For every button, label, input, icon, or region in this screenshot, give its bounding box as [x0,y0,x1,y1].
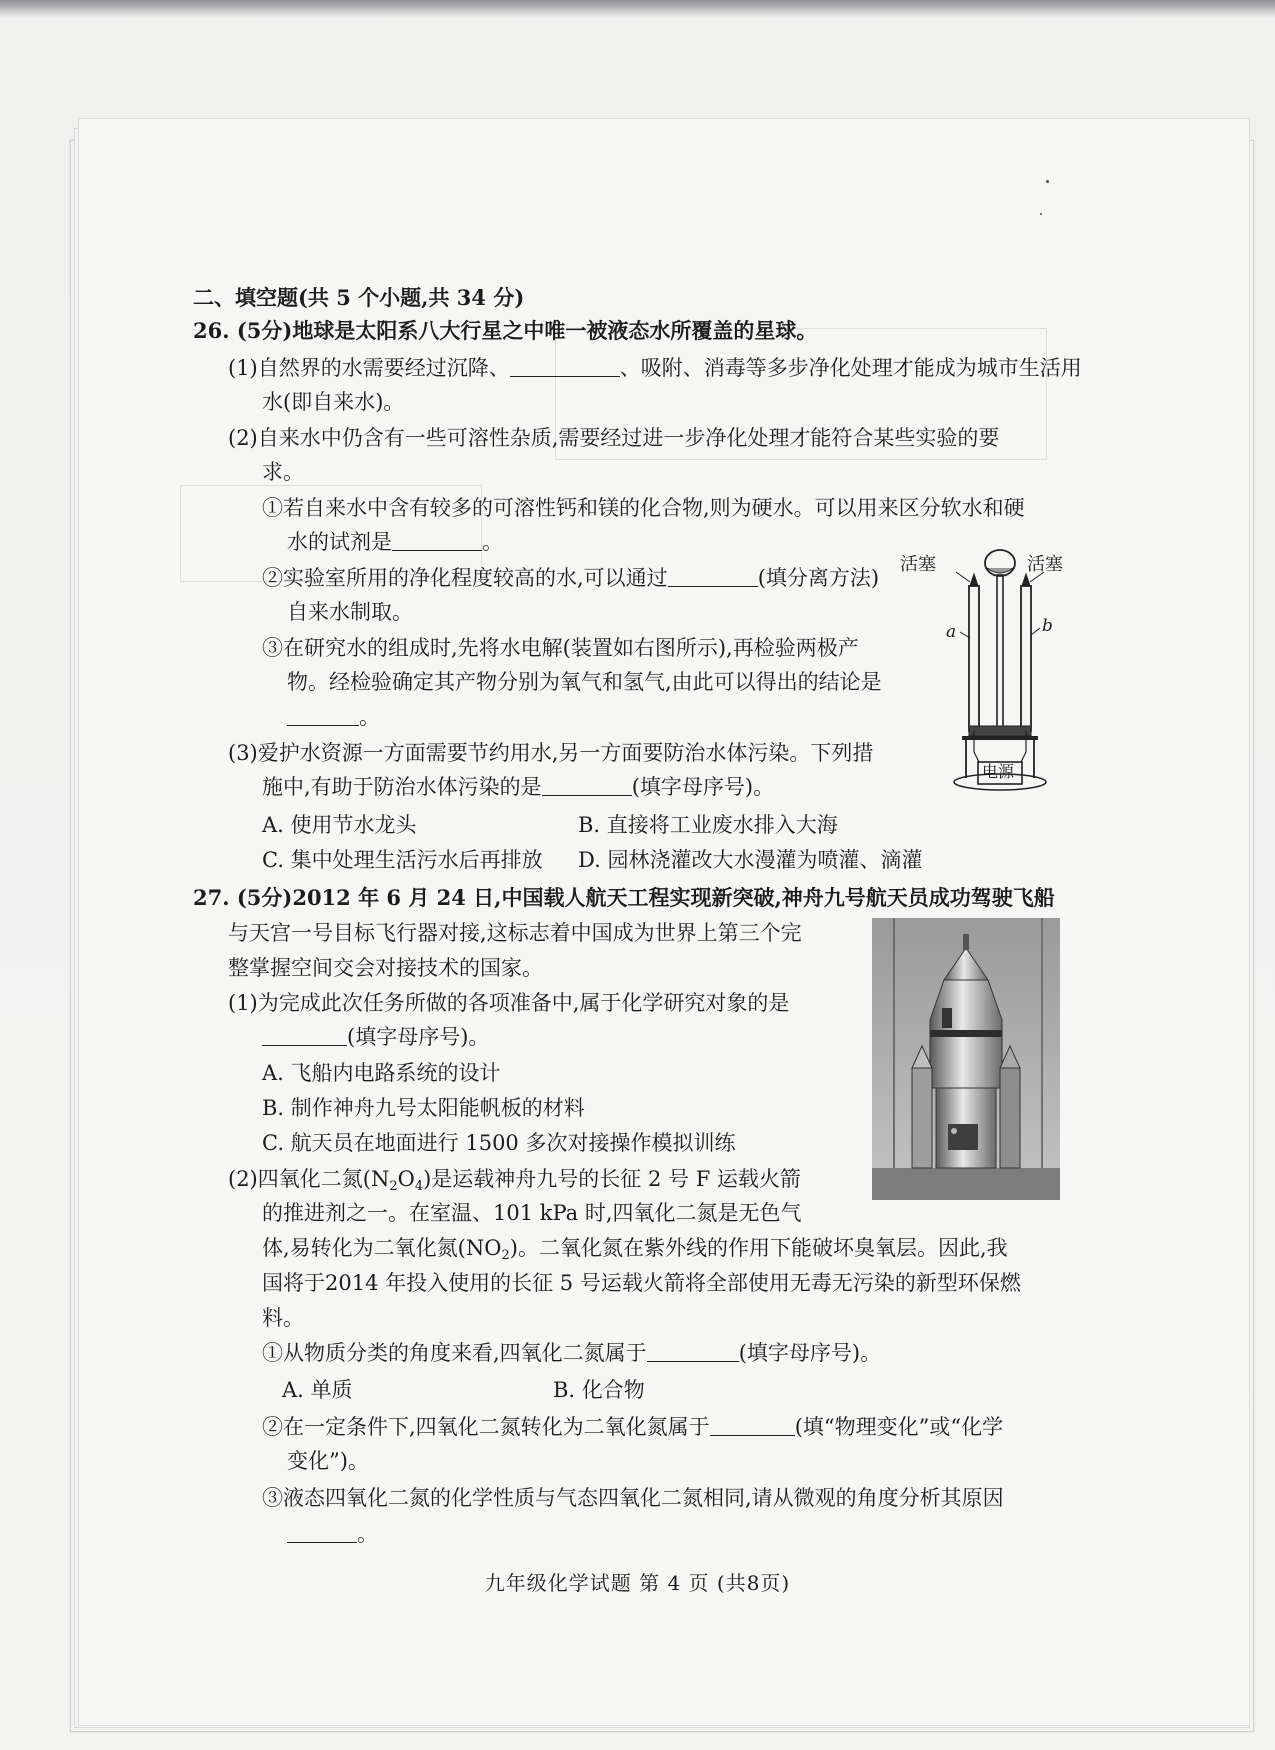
q27-sub2 [262,1414,1003,1440]
q27-sub1-option-a: A. 单质 [282,1378,353,1402]
q27-sub2-text-a: ②在一定条件下,四氧化二氮转化为二氧化氮属于 [262,1415,710,1439]
q27-sub3-answer [287,1521,378,1547]
q26-part1-answer-blank[interactable] [510,356,620,377]
q27-sub1 [262,1340,881,1366]
q26-part1-text-a: (1)自然界的水需要经过沉降、 [228,356,510,380]
q26-sub2-answer-blank[interactable] [668,566,758,587]
q27-part2-text-d: )。二氧化氮在紫外线的作用下能破坏臭氧层。因此,我 [509,1236,1008,1260]
q26-sub2 [262,565,879,591]
subscript: 2 [389,1179,398,1194]
q27-sub1-option-b: B. 化合物 [553,1378,645,1402]
q26-sub3: ③在研究水的组成时,先将水电解(装置如右图所示),再检验两极产 [262,636,859,660]
q26-part3-answer-blank[interactable] [542,775,632,796]
q27-part2-cont2 [262,1235,1008,1261]
q27-part1-text: (填字母序号)。 [347,1025,490,1049]
q26-sub1-cont [287,529,503,555]
q26-stem: 26. (5分)地球是太阳系八大行星之中唯一被液态水所覆盖的星球。 [193,318,818,343]
q26-option-b: B. 直接将工业废水排入大海 [578,813,838,837]
label-right-stopper: 活塞 [1027,554,1063,575]
subscript: 4 [414,1179,424,1194]
section-title: 二、填空题(共 5 个小题,共 34 分) [193,285,525,310]
q27-part1-answer-blank[interactable] [262,1025,347,1046]
q27-part2-text-c: 体,易转化为二氧化氮(NO [262,1236,502,1260]
q26-sub3-answer-blank[interactable] [287,705,359,726]
q27-part2-text-b: )是运载神舟九号的长征 2 号 F 运载火箭 [423,1167,801,1191]
q26-sub2-cont: 自来水制取。 [287,600,413,624]
q27-sub2-text-b: (填“物理变化”或“化学 [794,1415,1004,1439]
q26-sub2-text-a: ②实验室所用的净化程度较高的水,可以通过 [262,566,668,590]
q27-part2-cont4: 料。 [262,1306,304,1330]
q27-option-a: A. 飞船内电路系统的设计 [262,1061,501,1085]
q27-part1-cont [262,1024,489,1050]
q26-part3-cont [262,774,774,800]
q27-stem: 27. (5分)2012 年 6 月 24 日,中国载人航天工程实现新突破,神舟九号航天员成功驾驶飞船 [193,885,1055,910]
q27-option-b: B. 制作神舟九号太阳能帆板的材料 [262,1096,585,1120]
subscript: 2 [501,1248,510,1263]
q27-part2-o: O [397,1167,415,1191]
q26-option-a: A. 使用节水龙头 [262,813,417,837]
q26-part3-text-b: (填字母序号)。 [631,775,775,799]
label-power-source: 电源 [982,762,1015,781]
label-tube-a: a [946,622,957,642]
q26-option-d: D. 园林浇灌改大水漫灌为喷灌、滴灌 [578,848,923,872]
q27-sub2-answer-blank[interactable] [710,1415,795,1436]
label-left-stopper: 活塞 [900,554,936,575]
q27-sub1-answer-blank[interactable] [647,1341,739,1362]
q27-sub1-text-a: ①从物质分类的角度来看,四氧化二氮属于 [262,1341,647,1365]
q26-part3-text-a: 施中,有助于防治水体污染的是 [262,775,542,799]
q26-option-c: C. 集中处理生活污水后再排放 [262,848,543,872]
q26-sub3-answer [287,704,380,730]
label-tube-b: b [1042,616,1053,636]
q27-sub3: ③液态四氧化二氮的化学性质与气态四氧化二氮相同,请从微观的角度分析其原因 [262,1486,1004,1510]
q26-part2-cont: 求。 [262,460,304,484]
q26-sub3-end: 。 [359,705,380,729]
q27-option-c: C. 航天员在地面进行 1500 多次对接操作模拟训练 [262,1131,736,1155]
q26-part1-text-b: 、吸附、消毒等多步净化处理才能成为城市生活用 [619,356,1082,380]
q26-sub1-end: 。 [482,530,503,554]
q27-part1: (1)为完成此次任务所做的各项准备中,属于化学研究对象的是 [228,991,790,1015]
q27-part2 [228,1166,801,1192]
q27-stem-cont1: 与天宫一号目标飞行器对接,这标志着中国成为世界上第三个完 [228,921,802,945]
rocket-photo-drawing [872,918,1060,1200]
q26-part3: (3)爱护水资源一方面需要节约用水,另一方面要防治水体污染。下列措 [228,741,874,765]
q26-sub1-answer-blank[interactable] [392,530,482,551]
q27-stem-cont2: 整掌握空间交会对接技术的国家。 [228,956,543,980]
q27-sub3-end: 。 [357,1522,378,1546]
q26-sub3-cont: 物。经检验确定其产物分别为氧气和氢气,由此可以得出的结论是 [287,670,882,694]
q27-part2-cont1: 的推进剂之一。在室温、101 kPa 时,四氧化二氮是无色气 [262,1201,802,1225]
q26-part2: (2)自来水中仍含有一些可溶性杂质,需要经过进一步净化处理才能符合某些实验的要 [228,426,1000,450]
rocket-photo [872,918,1060,1200]
q27-sub1-text-b: (填字母序号)。 [738,1341,882,1365]
page-footer: 九年级化学试题 第 4 页 (共8页) [484,1571,791,1595]
q26-sub2-text-b: (填分离方法) [757,566,880,590]
q26-sub1-text: 水的试剂是 [287,530,392,554]
q26-part1 [228,355,1082,381]
q27-part2-text-a: (2)四氧化二氮(N [228,1167,390,1191]
q27-part2-cont3: 国将于2014 年投入使用的长征 5 号运载火箭将全部使用无毒无污染的新型环保燃 [262,1271,1021,1295]
q26-sub1: ①若自来水中含有较多的可溶性钙和镁的化合物,则为硬水。可以用来区分软水和硬 [262,496,1025,520]
electrolysis-apparatus-figure [900,538,1070,802]
q27-sub3-answer-blank[interactable] [287,1522,357,1543]
q26-part1-cont: 水(即自来水)。 [262,390,405,414]
q27-sub2-cont: 变化”)。 [287,1449,369,1473]
